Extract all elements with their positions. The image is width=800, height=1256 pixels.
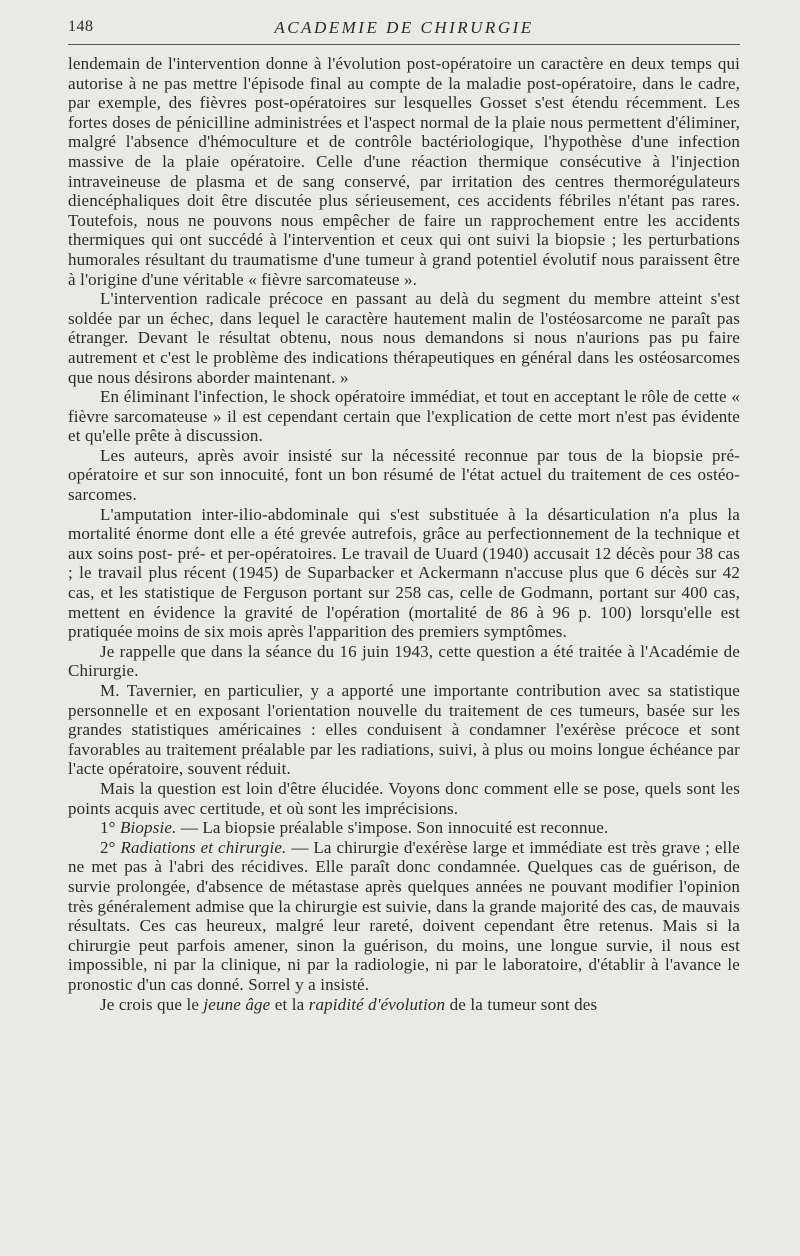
paragraph-text: L'intervention radicale précoce en passant au delà du segment du membre atteint s'est soldée par un échec, dans lequel le caractère hautement malin de l'ostéosarcome ne paraît pas étranger. Devant le résultat obtenu, nous nous demandons si nous n'aurions pas pu faire autrement et c'est le problème des indications thérapeutiques en général dans les ostéosarcomes que nous désirons aborder maintenant. » — [68, 289, 740, 387]
italic-text: rapidité d'évolution — [308, 994, 446, 1014]
body-text — [68, 54, 740, 1014]
paragraph — [68, 995, 740, 1015]
paragraph — [68, 642, 740, 681]
running-title: ACADEMIE DE CHIRURGIE — [274, 18, 534, 37]
paragraph-text: — La biopsie préalable s'impose. Son innocuité est reconnue. — [176, 818, 609, 838]
paragraph — [68, 779, 740, 818]
paragraph — [68, 838, 740, 995]
paragraph — [68, 387, 740, 446]
italic-text: Biopsie. — [120, 818, 177, 838]
paragraph-text: Je rappelle que dans la séance du 16 juin 1943, cette question a été traitée à l'Académie de Chirurgie. — [68, 641, 740, 681]
paragraph-text: En éliminant l'infection, le shock opératoire immédiat, et tout en acceptant le rôle de cette « fièvre sarcomateuse » il est cependant certain que l'explication de cette mort n'est pas évidente et qu'elle prête à discussion. — [68, 387, 740, 446]
paragraph-text: lendemain de l'intervention donne à l'évolution post-opératoire un caractère en deux temps qui autorise à ne pas mettre l'épisode final au compte de la maladie post-opératoire, dans le cadre, par exemple, des fièvres post-opératoires sur lesquelles Gosset s'est étendu récemment. Les fortes doses de pénicilline administrées et l'aspect normal de la plaie nous permettent d'éliminer, malgré l'absence d'hémoculture et de contrôle bactériologique, l'hypothèse d'une infection massive de la plaie opératoire. Celle d'une réaction thermique consécutive à l'injection intraveineuse de plasma et de sang conservé, par irritation des centres thermorégulateurs diencéphaliques doit être discutée plus sérieusement, ces accidents fébriles n'étant pas rares. Toutefois, nous ne pouvons nous empêcher de faire un rapprochement entre les accidents thermiques qui ont succédé à l'intervention et ceux qui ont suivi la biopsie ; les perturbations humorales résultant du traumatisme d'une tumeur à grand potentiel évolutif nous paraissent être à l'origine d'une véritable « fièvre sarcomateuse ». — [68, 54, 740, 289]
paragraph — [68, 681, 740, 779]
paragraph-text: Je crois que le — [100, 994, 204, 1014]
paragraph — [68, 289, 740, 387]
paragraph-text: M. Tavernier, en particulier, y a apporté une importante contribution avec sa statistique personnelle et en exposant l'orientation nouvelle du traitement de ces tumeurs, basée sur les grandes statistiques américaines : elles conduisent à condamner l'exérèse précoce et sont favorables au traitement préalable par les radiations, suivi, à plus ou moins longue échéance par l'acte opératoire, souvent réduit. — [68, 681, 740, 779]
paragraph-text: 1° — [100, 818, 120, 838]
paragraph — [68, 446, 740, 505]
paragraph-text: — La chirurgie d'exérèse large et immédiate est très grave ; elle ne met pas à l'abri des récidives. Elle paraît donc condamnée. Quelques cas de guérison, de survie prolongée, d'absence de métastase après quelques années ne pouvant modifier l'opinion très généralement admise que la chirurgie est suivie, dans la grande majorité des cas, de mauvais résultats. Ces cas heureux, malgré leur rareté, doivent cependant être retenus. Mais si la chirurgie peut parfois amener, sinon la guérison, du moins, une longue survie, il nous est impossible, ni par la clinique, ni par la radiologie, ni par le laboratoire, d'établir à l'avance le pronostic d'un cas donné. Sorrel y a insisté. — [68, 837, 740, 994]
italic-text: jeune âge — [203, 994, 271, 1014]
paragraph-text: de la tumeur sont des — [445, 994, 598, 1014]
page-number: 148 — [68, 18, 94, 35]
italic-text: Radiations et chirurgie. — [120, 837, 287, 857]
paragraph-text: Mais la question est loin d'être élucidée. Voyons donc comment elle se pose, quels sont les points acquis avec certitude, et où sont les imprécisions. — [68, 778, 740, 818]
paragraph — [68, 818, 740, 838]
header-rule — [68, 44, 740, 45]
paragraph-text: 2° — [100, 837, 121, 857]
page-header — [68, 18, 740, 44]
paragraph — [68, 505, 740, 642]
paragraph — [68, 54, 740, 289]
paragraph-text: et la — [270, 994, 309, 1014]
paragraph-text: L'amputation inter-ilio-abdominale qui s'est substituée à la désarticulation n'a plus la mortalité énorme dont elle a été grevée autrefois, grâce au perfectionnement de la technique et aux soins post- pré- et per-opératoires. Le travail de Uuard (1940) accusait 12 décès pour 38 cas ; le travail plus récent (1945) de Suparbacker et Ackermann n'accuse plus que 6 décès sur 42 cas, et les statistique de Ferguson portant sur 258 cas, celle de Godmann, portant sur 400 cas, mettent en évidence la gravité de l'opération (mortalité de 86 à 96 p. 100) lorsqu'elle est pratiquée moins de six mois après l'apparition des premiers symptômes. — [68, 504, 740, 642]
paragraph-text: Les auteurs, après avoir insisté sur la nécessité reconnue par tous de la biopsie pré-opératoire et sur son innocuité, font un bon résumé de l'état actuel du traitement de ces ostéo-sarcomes. — [68, 445, 740, 505]
